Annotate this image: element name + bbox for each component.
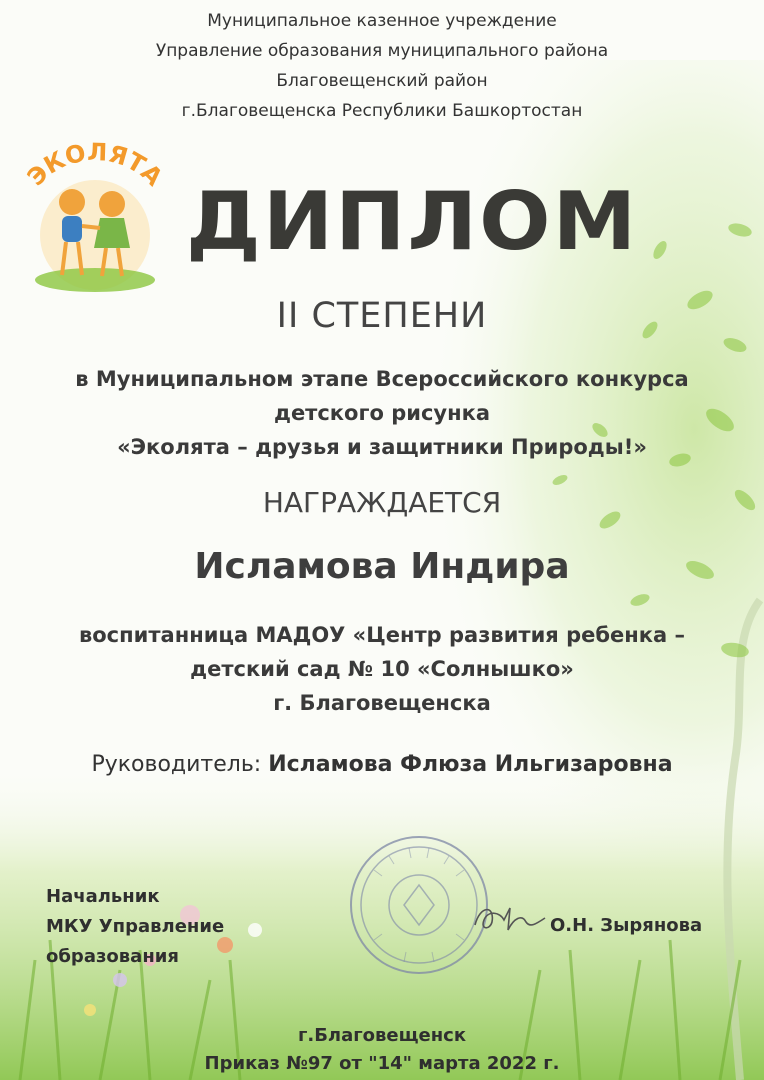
footer-order: Приказ №97 от "14" марта 2022 г. [204,1053,560,1074]
leader-line [0,752,764,777]
leader-label: Руководитель: [91,752,262,777]
footer-city: г.Благовещенск [297,1025,467,1046]
organization-line: детский сад № 10 «Солнышко» [190,657,574,681]
recipient-name: Исламова Индира [194,546,570,587]
issuer-header [0,6,764,126]
organization-line: г. Благовещенска [273,691,491,715]
signatory-title-line: образования [46,946,179,967]
recipient-organization [0,618,764,720]
signatory-title-line: МКУ Управление [46,916,225,937]
diploma-title: ДИПЛОМ [186,173,639,269]
issuer-line: Управление образования муниципального района [155,41,609,61]
ecolyata-logo [10,140,180,300]
signatory-title [46,882,306,972]
awarded-label: НАГРАЖДАЕТСЯ [262,486,502,519]
signature [470,900,550,940]
issuer-line: Муниципальное казенное учреждение [207,11,557,31]
contest-description [0,362,764,464]
diploma-degree: II СТЕПЕНИ [276,296,488,336]
contest-line: «Эколята – друзья и защитники Природы!» [117,435,647,459]
logo-text: ЭКОЛЯТА [21,140,169,192]
organization-line: воспитанница МАДОУ «Центр развития ребенка – [78,623,686,647]
signatory-name: О.Н. Зырянова [550,915,703,936]
signatory-title-line: Начальник [46,886,160,907]
diploma-footer [0,1022,764,1078]
contest-line: в Муниципальном этапе Всероссийского конкурса [75,367,689,391]
leader-name: Исламова Флюза Ильгизаровна [268,752,673,777]
issuer-line: г.Благовещенска Республики Башкортостан [181,101,583,121]
issuer-line: Благовещенский район [276,71,488,91]
contest-line: детского рисунка [273,401,491,425]
